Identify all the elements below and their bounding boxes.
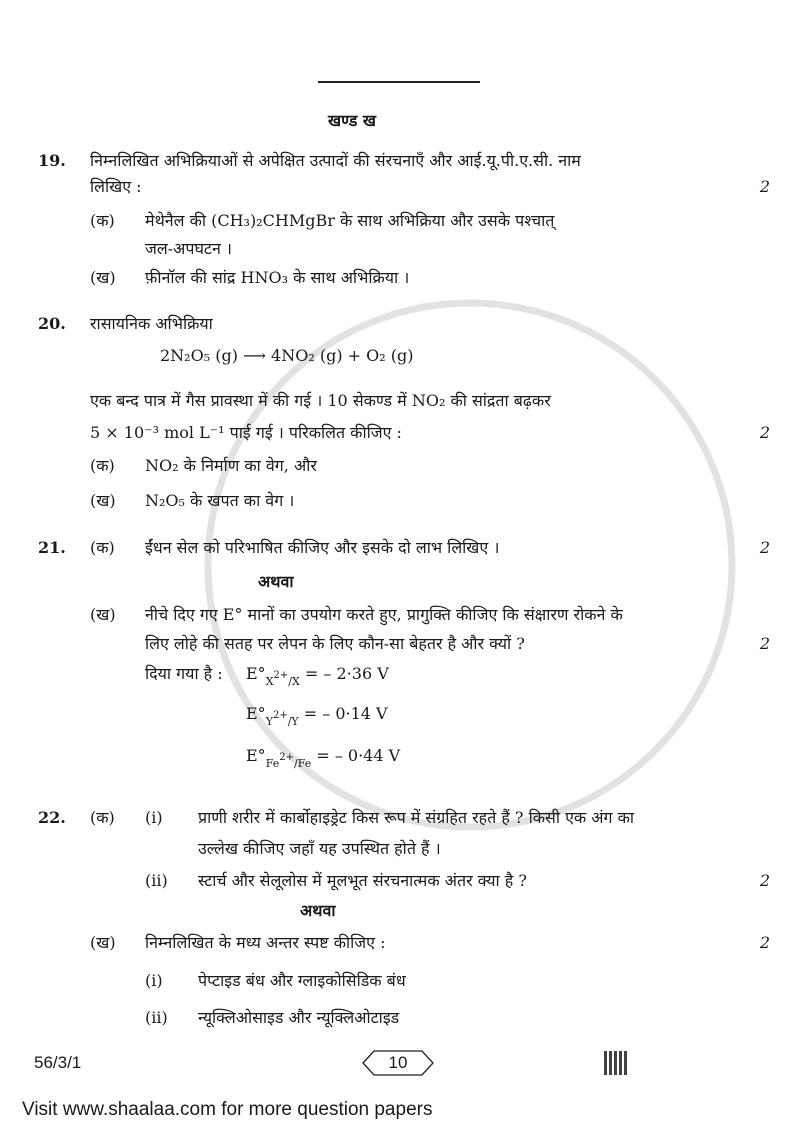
marks: 2: [759, 537, 770, 557]
question-text: ईंधन सेल को परिभाषित कीजिए और इसके दो लाभ लिखिए ।: [145, 537, 500, 557]
marks: 2: [759, 422, 770, 442]
question-text: रासायनिक अभिक्रिया: [90, 313, 213, 333]
question-text: न्यूक्लिओसाइड और न्यूक्लिओटाइड: [198, 1007, 400, 1027]
given-label: दिया गया है :: [145, 663, 223, 683]
part-label: (ख): [90, 932, 116, 952]
part-label: (ख): [90, 604, 116, 624]
part-label: (क): [90, 537, 115, 557]
question-number: 19.: [38, 150, 66, 170]
question-text: फ़ीनॉल की सांद्र HNO₃ के साथ अभिक्रिया ।: [145, 267, 410, 287]
question-text: निम्नलिखित अभिक्रियाओं से अपेक्षित उत्पादों की संरचनाएँ और आई.यू.पी.ए.सी. नाम: [90, 150, 581, 170]
paper-code: 56/3/1: [34, 1052, 82, 1072]
question-number: 22.: [38, 807, 66, 827]
question-text: उल्लेख कीजिए जहाँ यह उपस्थित होते हैं ।: [198, 838, 441, 858]
or-label: अथवा: [258, 571, 294, 591]
visit-link[interactable]: Visit www.shaalaa.com for more question papers: [22, 1098, 433, 1120]
question-text: निम्नलिखित के मध्य अन्तर स्पष्ट कीजिए :: [145, 932, 386, 952]
question-text: एक बन्द पात्र में गैस प्रावस्था में की गई । 10 सेकण्ड में NO₂ की सांद्रता बढ़कर: [90, 390, 551, 410]
question-text: लिखिए :: [90, 176, 142, 196]
question-text: NO₂ के निर्माण का वेग, और: [145, 455, 317, 475]
marks: 2: [759, 932, 770, 952]
or-label: अथवा: [300, 900, 336, 920]
electrode-potential: $E^\circ_{X^{2+}/X}$ = – 2·36 V: [246, 663, 389, 688]
part-label: (ख): [90, 267, 116, 287]
question-text: लिए लोहे की सतह पर लेपन के लिए कौन-सा बेहतर है और क्यों ?: [145, 633, 525, 653]
section-title: खण्ड ख: [328, 110, 376, 130]
question-text: पेप्टाइड बंध और ग्लाइकोसिडिक बंध: [198, 970, 406, 990]
question-number: 21.: [38, 537, 66, 557]
part-label: (क): [90, 455, 115, 475]
question-text: नीचे दिए गए E° मानों का उपयोग करते हुए, प्रागुक्ति कीजिए कि संक्षारण रोकने के: [145, 604, 623, 624]
top-rule: [318, 81, 480, 83]
part-label: (क): [90, 210, 115, 230]
question-text: प्राणी शरीर में कार्बोहाइड्रेट किस रूप में संग्रहित रहते हैं ? किसी एक अंग का: [198, 807, 635, 827]
qr-code-icon: [604, 1051, 628, 1075]
electrode-potential: $E^\circ_{Fe^{2+}/Fe}$ = – 0·44 V: [246, 745, 401, 770]
part-label: (ख): [90, 490, 116, 510]
chemical-equation: 2N₂O₅ (g) ⟶ 4NO₂ (g) + O₂ (g): [160, 345, 414, 365]
question-text: जल-अपघटन ।: [145, 238, 232, 258]
part-label: (क): [90, 807, 115, 827]
subpart-label: (ii): [145, 1007, 168, 1027]
marks: 2: [759, 176, 770, 196]
marks: 2: [759, 633, 770, 653]
question-text: स्टार्च और सेलूलोस में मूलभूत संरचनात्मक अंतर क्या है ?: [198, 870, 527, 890]
subpart-label: (ii): [145, 870, 168, 890]
question-text: मेथेनैल की (CH₃)₂CHMgBr के साथ अभिक्रिया और उसके पश्चात्: [145, 210, 555, 230]
question-text: N₂O₅ के खपत का वेग ।: [145, 490, 295, 510]
question-text: 5 × 10⁻³ mol L⁻¹ पाई गई । परिकलित कीजिए :: [90, 422, 402, 442]
subpart-label: (i): [145, 970, 163, 990]
footer: [34, 1048, 770, 1078]
page-number: 10: [388, 1052, 408, 1072]
electrode-potential: $E^\circ_{Y^{2+}/Y}$ = – 0·14 V: [246, 703, 388, 728]
page-number-badge: [362, 1050, 434, 1076]
marks: 2: [759, 870, 770, 890]
question-number: 20.: [38, 313, 66, 333]
subpart-label: (i): [145, 807, 163, 827]
